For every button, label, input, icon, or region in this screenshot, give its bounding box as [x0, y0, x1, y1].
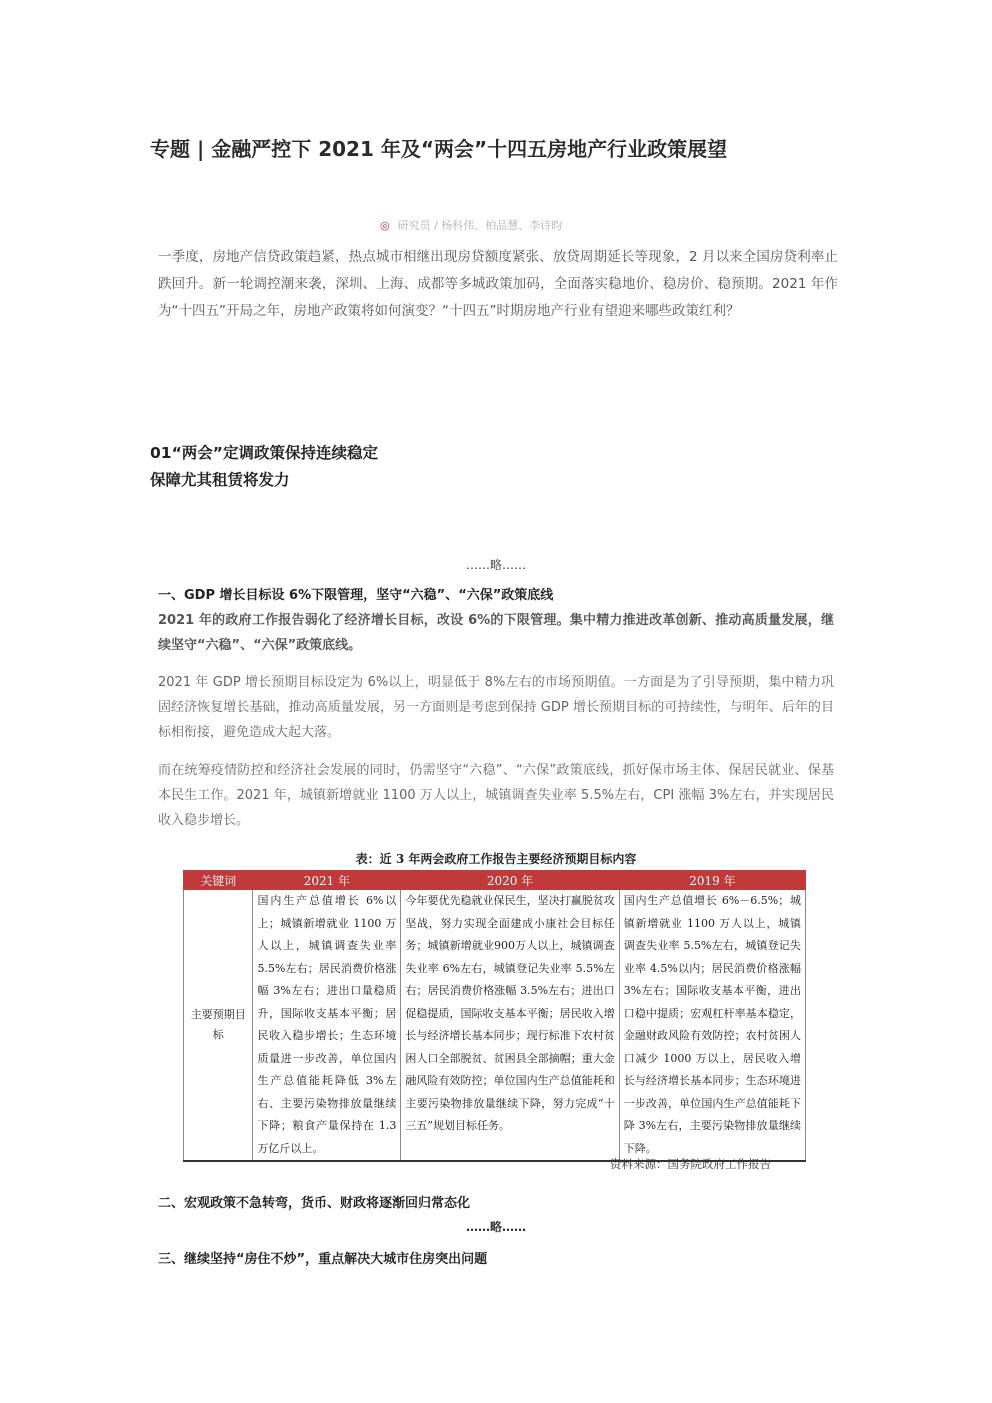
- part1-paragraph-1: [158, 670, 834, 745]
- table-cell-2019: 国内生产总值增长 6%－6.5%；城镇新增就业 1100 万人以上，城镇调查失业率 5.5%左右，城镇登记失业率 4.5%以内；居民消费价格涨幅 3%左右；国际收支基本平衡，进出口稳中提质；宏观杠杆率基本稳定，金融财政风险有效防控；农村贫困人口减少 1000 万以上，居民收入增长与经济增长基本同步；生态环境进一步改善，单位国内生产总值能耗下降 3%左右，主要污染物排放量继续下降。: [619, 890, 805, 1162]
- table-cell-2021: 国内生产总值增长 6%以上；城镇新增就业 1100 万人以上，城镇调查失业率 5.5%左右；居民消费价格涨幅 3%左右；进出口量稳质升，国际收支基本平衡；居民收入稳步增长；生态环境质量进一步改善，单位国内生产总值能耗降低 3%左右、主要污染物排放量继续下降；粮食产量保持在 1.3 万亿斤以上。: [253, 890, 401, 1162]
- section-heading-line2: 保障尤其租赁将发力: [150, 471, 290, 489]
- intro-text: 一季度，房地产信贷政策趋紧，热点城市相继出现房贷额度紧张、放贷周期延长等现象，2 月以来全国房贷利率止跌回升。新一轮调控潮来袭，深圳、上海、成都等多城政策加码，全面落实稳地价、稳房价、稳预期。2021 年作为“十四五”开局之年，房地产政策将如何演变？“十四五”时期房地产行业有望迎来哪些政策红利？: [158, 249, 838, 319]
- part1-heading: 一、GDP 增长目标设 6%下限管理，坚守“六稳”、“六保”政策底线: [158, 588, 554, 603]
- part1-p1-text: 2021 年 GDP 增长预期目标设定为 6%以上，明显低于 8%左右的市场预期值。一方面是为了引导预期，集中精力巩固经济恢复增长基础，推动高质量发展，另一方面则是考虑到保持 GDP 增长预期目标的可持续性，与明年、后年的目标相衔接，避免造成大起大落。: [158, 675, 834, 740]
- table-header-2021: 2021 年: [253, 871, 401, 890]
- part2-heading: 二、宏观政策不急转弯，货币、财政将逐渐回归常态化: [158, 1196, 471, 1211]
- byline-text: 研究员 / 杨科伟、柏品慧、李诗昀: [397, 219, 563, 232]
- intro-paragraph: [158, 244, 838, 325]
- table-header-2020: 2020 年: [401, 871, 619, 890]
- byline: [380, 217, 562, 233]
- targets-table: [183, 870, 806, 1162]
- page-title: 专题 | 金融严控下 2021 年及“两会”十四五房地产行业政策展望: [150, 137, 728, 161]
- table-caption: 表：近 3 年两会政府工作报告主要经济预期目标内容: [355, 852, 637, 866]
- part1-lead: [158, 608, 834, 658]
- table-cell-keyword: 主要预期目标: [184, 890, 253, 1162]
- omitted-note: ……略……: [465, 558, 526, 572]
- table-cell-2020: 今年要优先稳就业保民生，坚决打赢脱贫攻坚战，努力实现全面建成小康社会目标任务；城镇新增就业900万人以上，城镇调查失业率 6%左右，城镇登记失业率 5.5%左右；居民消费价格涨幅 3.5%左右；进出口促稳提质，国际收支基本平衡；居民收入增长与经济增长基本同步；现行标准下农村贫困人口全部脱贫、贫困县全部摘帽；重大金融风险有效防控；单位国内生产总值能耗和主要污染物排放量继续下降，努力完成“十三五”规划目标任务。: [401, 890, 619, 1162]
- part2-omitted-note: ……略……: [465, 1220, 526, 1234]
- part3-heading: 三、继续坚持“房住不炒”，重点解决大城市住房突出问题: [158, 1252, 488, 1267]
- part1-p2-text: 而在统筹疫情防控和经济社会发展的同时，仍需坚守“六稳”、“六保”政策底线，抓好保市场主体、保居民就业、保基本民生工作。2021 年，城镇新增就业 1100 万人以上，城镇调查失业率 5.5%左右，CPI 涨幅 3%左右，并实现居民收入稳步增长。: [158, 763, 834, 828]
- author-icon: ◎: [380, 219, 390, 232]
- section-heading-line1: 01“两会”定调政策保持连续稳定: [150, 444, 378, 462]
- table-header-row: [184, 871, 806, 890]
- part1-lead-text: 2021 年的政府工作报告弱化了经济增长目标，改设 6%的下限管理。集中精力推进改革创新、推动高质量发展，继续坚守“六稳”、“六保”政策底线。: [158, 613, 834, 653]
- part1-paragraph-2: [158, 758, 834, 833]
- table-header-2019: 2019 年: [619, 871, 805, 890]
- table-header-keyword: 关键词: [184, 871, 253, 890]
- table-row: [184, 890, 806, 1162]
- table-source: 资料来源：国务院政府工作报告: [610, 1157, 771, 1171]
